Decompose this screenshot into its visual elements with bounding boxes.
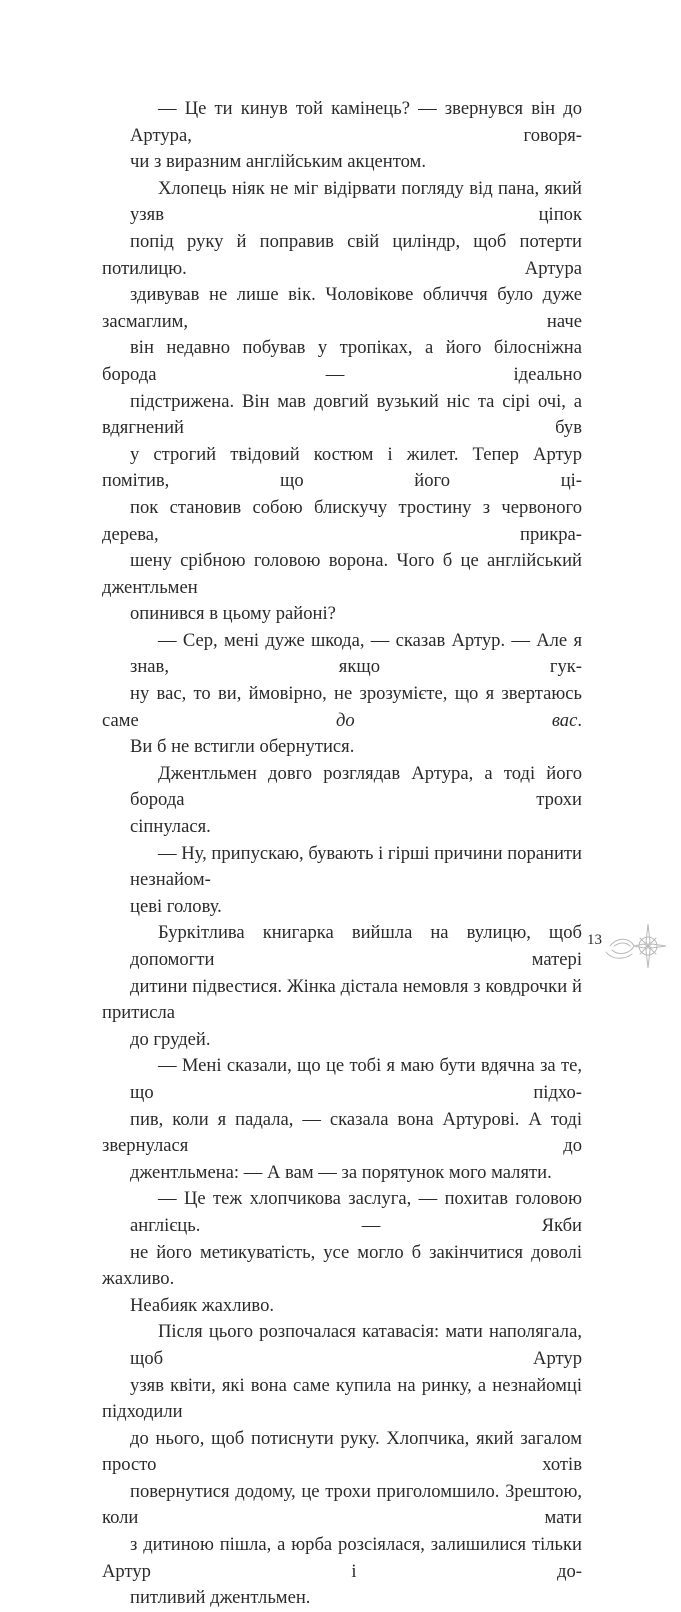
text-line: — Мені сказали, що це тобі я маю бути вдячна за те, що підхо-	[130, 1055, 582, 1103]
text-line: у строгий твідовий костюм і жилет. Тепер Артур помітив, що його ці-	[102, 443, 582, 492]
text-line: повернутися додому, це трохи приголомшило. Зрештою, коли мати	[102, 1480, 582, 1529]
text-line: Ви б не встигли обернутися.	[130, 736, 355, 758]
paragraph	[102, 841, 582, 921]
text-line: — Це ти кинув той камінець? — звернувся він до Артура, говоря-	[130, 98, 582, 146]
text-line: шену срібною головою ворона. Чого б це англійський джентльмен	[102, 550, 582, 598]
text-line: не його метикуватість, усе могло б закінчитися доволі жахливо.	[102, 1241, 582, 1290]
paragraph	[102, 176, 582, 628]
text-line: опинився в цьому районі?	[130, 603, 336, 625]
text-line: з дитиною пішла, а юрба розсіялася, залишилися тільки Артур і до-	[102, 1534, 582, 1582]
text-line: питливий джентльмен.	[130, 1587, 311, 1609]
paragraph	[102, 761, 582, 841]
text-line: дитини підвестися. Жінка дістала немовля з ковдрочки й притисла	[102, 975, 582, 1024]
emphasis-text: до вас	[335, 709, 578, 731]
body-text	[102, 96, 582, 1612]
text-line: до нього, щоб потиснути руку. Хлопчика, який загалом просто хотів	[102, 1427, 582, 1476]
text-line: пив, коли я падала, — сказала вона Артурові. А тоді звернулася до	[102, 1108, 582, 1157]
text-line: узяв квіти, які вона саме купила на ринку, а незнайомці підходили	[102, 1374, 582, 1423]
text-line: цеві голову.	[130, 895, 222, 917]
paragraph	[102, 1319, 582, 1612]
text-line: Буркітлива книгарка вийшла на вулицю, щоб допомогти матері	[130, 922, 582, 970]
text-line: джентльмена: — А вам — за порятунок мого маляти.	[130, 1161, 552, 1183]
text-line: чи з виразним англійським акцентом.	[130, 151, 426, 173]
text-line: Після цього розпочалася катавасія: мати наполягала, щоб Артур	[130, 1321, 582, 1369]
text-line: до грудей.	[130, 1028, 211, 1050]
paragraph	[102, 1053, 582, 1186]
paragraph	[102, 1186, 582, 1319]
text-segment: ну вас, то ви, ймовірно, не зрозумієте, що я звертаюсь саме	[102, 683, 582, 731]
text-line: — Ну, припускаю, бувають і гірші причини поранити незнайом-	[130, 842, 582, 891]
text-line: здивував не лише вік. Чоловікове обличчя було дуже засмаглим, наче	[102, 284, 582, 332]
paragraph	[102, 920, 582, 1053]
text-segment: .	[577, 709, 582, 731]
page-number: 13	[587, 932, 602, 948]
text-line: попід руку й поправив свій циліндр, щоб потерти потилицю. Артура	[102, 230, 582, 279]
compass-flourish-icon	[604, 916, 668, 972]
text-line: Неабияк жахливо.	[130, 1294, 275, 1316]
text-line-with-emphasis	[102, 681, 582, 734]
text-line: — Це теж хлопчикова заслуга, — похитав головою англієць. — Якби	[130, 1188, 582, 1236]
paragraph	[102, 96, 582, 176]
text-line: він недавно побував у тропіках, а його білосніжна борода — ідеально	[102, 337, 582, 385]
text-line: пок становив собою блискучу тростину з червоного дерева, прикра-	[102, 496, 582, 545]
paragraph	[102, 628, 582, 761]
text-line: сіпнулася.	[130, 816, 211, 838]
text-line: Хлопець ніяк не міг відірвати погляду від пана, який узяв ціпок	[130, 177, 582, 226]
text-line: підстрижена. Він мав довгий вузький ніс та сірі очі, а вдягнений був	[102, 390, 582, 439]
text-line: — Сер, мені дуже шкода, — сказав Артур. — Але я знав, якщо гук-	[130, 629, 582, 678]
text-line: Джентльмен довго розглядав Артура, а тоді його борода трохи	[130, 762, 582, 811]
